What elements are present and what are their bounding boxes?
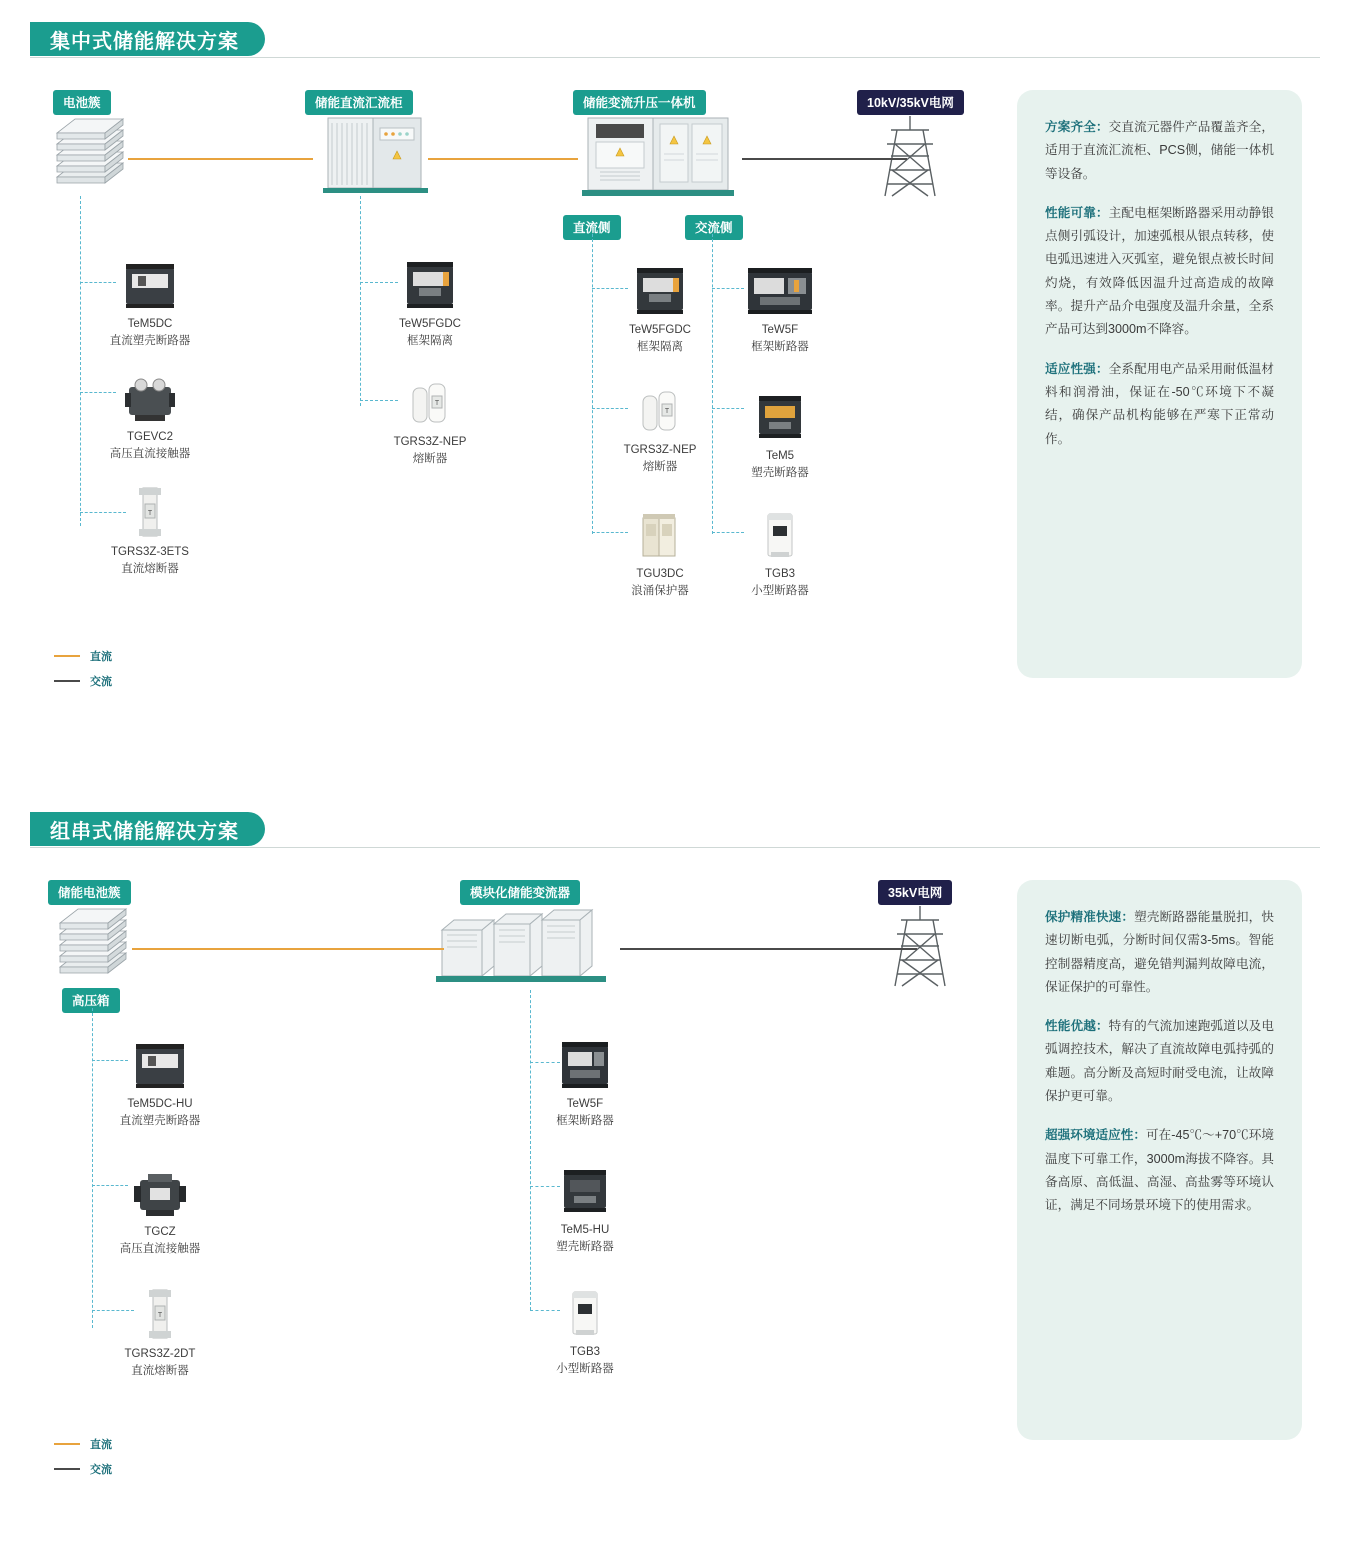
panel-heading: 适应性强： bbox=[1045, 361, 1109, 376]
legend-label-dc: 直流 bbox=[90, 651, 112, 663]
product-caption: TGU3DC 浪涌保护器 bbox=[631, 568, 689, 597]
legend-swatch-dc bbox=[54, 655, 80, 657]
product-caption: TGRS3Z-3ETS 直流熔断器 bbox=[111, 546, 189, 575]
dc-combiner-cabinet-icon bbox=[318, 113, 438, 198]
tag-battery-cluster: 电池簇 bbox=[53, 90, 111, 115]
tag-hv-box: 高压箱 bbox=[62, 988, 120, 1013]
tag-dc-side: 直流侧 bbox=[563, 215, 621, 240]
product-tgb3-string bbox=[510, 1278, 660, 1377]
dc-line-battery-to-combiner bbox=[128, 158, 313, 160]
legend-row-dc bbox=[54, 1436, 112, 1452]
tag-grid: 10kV/35kV电网 bbox=[857, 90, 964, 115]
modular-pcs-icon bbox=[432, 902, 612, 992]
legend-row-dc bbox=[54, 648, 112, 664]
product-caption: TeW5F 框架断路器 bbox=[556, 1098, 614, 1127]
product-caption: TeM5DC 直流塑壳断路器 bbox=[109, 318, 191, 347]
legend-swatch-ac bbox=[54, 680, 80, 682]
panel-body: 交直流元器件产品覆盖齐全，适用于直流汇流柜、PCS侧，储能一体机等设备。 bbox=[1045, 120, 1275, 181]
section-title-bar bbox=[30, 812, 265, 846]
battery-rack-icon bbox=[45, 115, 135, 195]
svg-text:T: T bbox=[157, 1312, 163, 1319]
svg-text:T: T bbox=[147, 510, 153, 517]
legend-swatch-ac bbox=[54, 1468, 80, 1470]
panel-heading: 性能优越： bbox=[1045, 1019, 1109, 1034]
contactor-icon bbox=[85, 1158, 235, 1220]
product-tem5-hu bbox=[510, 1156, 660, 1255]
panel-paragraph bbox=[1045, 202, 1274, 342]
panel-body: 全系配用电产品采用耐低温材料和润滑油，保证在-50℃环境下不凝结，确保产品机构能够在严寒下正常动作。 bbox=[1045, 361, 1275, 446]
legend-string bbox=[54, 1436, 112, 1486]
product-caption: TGCZ 高压直流接触器 bbox=[119, 1226, 201, 1255]
panel-paragraph bbox=[1045, 1124, 1274, 1217]
acb-wide-icon bbox=[510, 1030, 660, 1092]
panel-body: 主配电框架断路器采用动静银点侧引弧设计，加速弧根从银点转移，使电弧迅速进入灭弧室，避免银点被长时间灼烧，有效降低因温升过高造成的故障率。提升产品介电强度及温升余量，全系产品可达到3000m不降容。 bbox=[1045, 205, 1275, 337]
product-caption: TeW5FGDC 框架隔离 bbox=[399, 318, 461, 347]
product-tew5f-ac bbox=[705, 256, 855, 355]
mccb-icon bbox=[85, 1030, 235, 1092]
tag-modular-pcs: 模块化储能变流器 bbox=[460, 880, 580, 905]
mccb-icon bbox=[705, 382, 855, 444]
product-caption: TGEVC2 高压直流接触器 bbox=[109, 431, 191, 460]
panel-body: 可在-45℃～+70℃环境温度下可靠工作，3000m海拔不降容。具备高原、高低温、高湿、高盐雾等环境认证，满足不同场景环境下的使用需求。 bbox=[1045, 1128, 1274, 1213]
transmission-tower-icon bbox=[875, 110, 945, 200]
acb-wide-icon bbox=[705, 256, 855, 318]
header-rule bbox=[30, 847, 1320, 848]
product-tem5dc bbox=[75, 250, 225, 349]
tag-grid-35kv: 35kV电网 bbox=[878, 880, 952, 905]
product-tgrs3z-nep-combiner bbox=[355, 368, 505, 467]
product-caption: TeW5F 框架断路器 bbox=[751, 324, 809, 353]
legend-label-ac: 交流 bbox=[90, 676, 112, 688]
panel-heading: 超强环境适应性： bbox=[1045, 1128, 1147, 1143]
section-header-centralized bbox=[30, 22, 1320, 62]
legend-label-ac: 交流 bbox=[90, 1464, 112, 1476]
mccb-icon bbox=[75, 250, 225, 312]
product-tgcz bbox=[85, 1158, 235, 1257]
product-tgrs3z-2dt bbox=[85, 1280, 235, 1379]
panel-body: 特有的气流加速跑弧道以及电弧调控技术，解决了直流故障电弧持弧的难题。高分断及高短时耐受电流，让故障保护更可靠。 bbox=[1045, 1019, 1275, 1104]
legend-row-ac bbox=[54, 673, 112, 689]
tag-ac-side: 交流侧 bbox=[685, 215, 743, 240]
cylindrical-fuse-icon bbox=[355, 368, 505, 430]
panel-heading: 性能可靠： bbox=[1045, 205, 1109, 220]
section-header-string bbox=[30, 812, 1320, 852]
legend-centralized bbox=[54, 648, 112, 698]
product-caption: TGRS3Z-2DT 直流熔断器 bbox=[124, 1348, 196, 1377]
svg-text:T: T bbox=[664, 408, 670, 415]
tag-pcs-integrated-machine: 储能变流升压一体机 bbox=[573, 90, 706, 115]
product-caption: TeM5 塑壳断路器 bbox=[751, 450, 809, 479]
panel-paragraph bbox=[1045, 1015, 1274, 1108]
fuse-icon bbox=[75, 478, 225, 540]
section-title: 组串式储能解决方案 bbox=[50, 820, 239, 843]
product-caption: TeM5DC-HU 直流塑壳断路器 bbox=[119, 1098, 201, 1127]
header-rule bbox=[30, 57, 1320, 58]
contactor-icon bbox=[75, 363, 225, 425]
tag-energy-storage-battery-cluster: 储能电池簇 bbox=[48, 880, 131, 905]
product-tgevc2 bbox=[75, 363, 225, 462]
product-caption: TeW5FGDC 框架隔离 bbox=[629, 324, 691, 353]
acb-icon bbox=[355, 250, 505, 312]
section-string bbox=[0, 790, 1350, 1555]
mcb-icon bbox=[705, 500, 855, 562]
panel-heading: 保护精准快速： bbox=[1045, 910, 1135, 924]
product-caption: TGB3 小型断路器 bbox=[751, 568, 809, 597]
product-caption: TeM5-HU 塑壳断路器 bbox=[556, 1224, 614, 1253]
product-caption: TGB3 小型断路器 bbox=[556, 1346, 614, 1375]
dc-line-combiner-to-pcs bbox=[428, 158, 578, 160]
product-tew5fgdc-combiner bbox=[355, 250, 505, 349]
legend-row-ac bbox=[54, 1461, 112, 1477]
panel-paragraph bbox=[1045, 116, 1274, 186]
svg-text:T: T bbox=[434, 400, 440, 407]
battery-rack-icon bbox=[48, 905, 138, 985]
product-tgrs3z-3ets bbox=[75, 478, 225, 577]
mccb-icon bbox=[510, 1156, 660, 1218]
section-centralized bbox=[0, 0, 1350, 760]
ac-line-pcs-to-grid bbox=[620, 948, 917, 950]
product-caption: TGRS3Z-NEP 熔断器 bbox=[623, 444, 697, 473]
section-title-bar bbox=[30, 22, 265, 56]
product-caption: TGRS3Z-NEP 熔断器 bbox=[393, 436, 467, 465]
product-tgb3-ac bbox=[705, 500, 855, 599]
transmission-tower-icon bbox=[885, 900, 955, 990]
info-panel-centralized bbox=[1017, 90, 1302, 678]
panel-paragraph bbox=[1045, 906, 1274, 999]
ac-line-pcs-to-grid bbox=[742, 158, 907, 160]
panel-paragraph bbox=[1045, 358, 1274, 451]
product-tew5f-string bbox=[510, 1030, 660, 1129]
dc-line-cluster-to-pcs bbox=[132, 948, 444, 950]
panel-body: 塑壳断路器能量脱扣，快速切断电弧，分断时间仅需3-5ms。智能控制器精度高，避免错判漏判故障电流，保证保护的可靠性。 bbox=[1045, 910, 1275, 994]
panel-heading: 方案齐全： bbox=[1045, 120, 1109, 134]
fuse-icon bbox=[85, 1280, 235, 1342]
legend-swatch-dc bbox=[54, 1443, 80, 1445]
info-panel-string bbox=[1017, 880, 1302, 1440]
tag-dc-combiner-cabinet: 储能直流汇流柜 bbox=[305, 90, 413, 115]
legend-label-dc: 直流 bbox=[90, 1439, 112, 1451]
section-title: 集中式储能解决方案 bbox=[50, 30, 239, 53]
drop-battery bbox=[80, 196, 81, 526]
product-tem5-ac bbox=[705, 382, 855, 481]
pcs-integrated-machine-icon bbox=[580, 110, 740, 200]
product-tem5dc-hu bbox=[85, 1030, 235, 1129]
mcb-icon bbox=[510, 1278, 660, 1340]
